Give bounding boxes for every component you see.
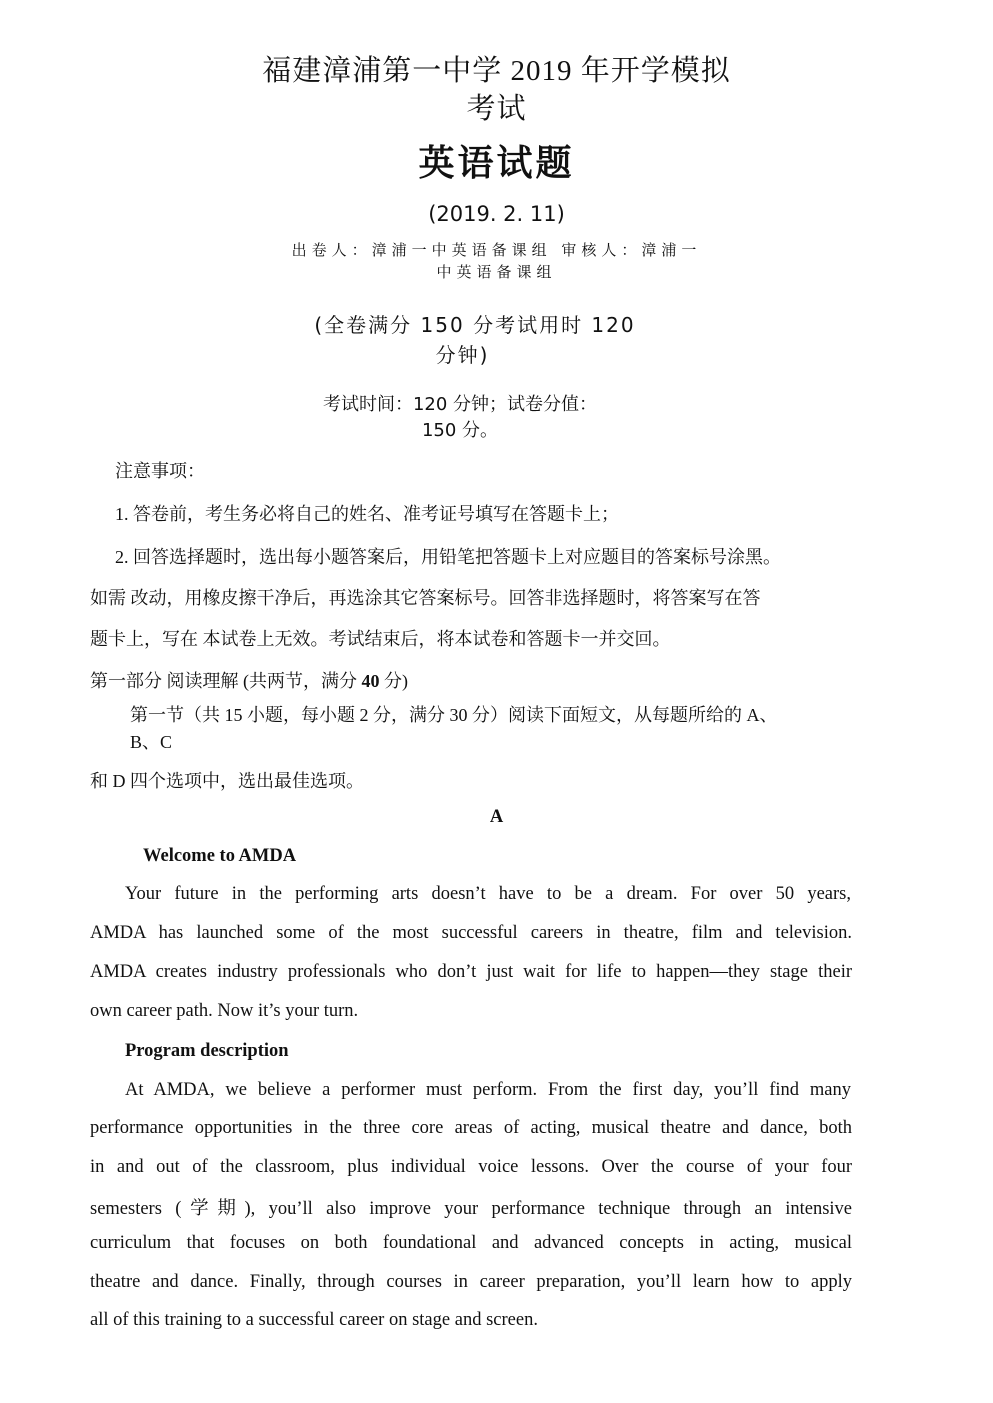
passage-p2-line: in and out of the classroom, plus individual voice lessons. Over the course of your four: [90, 1157, 852, 1177]
passage-p2-line: curriculum that focuses on both foundational and advanced concepts in acting, musical: [90, 1233, 852, 1253]
score-note-line2: 分钟): [435, 343, 490, 367]
authors-line1: 出卷人：漳浦一中英语备课组 审核人：漳浦一: [291, 241, 702, 259]
exam-info-line1: 考试时间：120 分钟；试卷分值：: [322, 394, 598, 415]
part1-heading-suffix: 分): [379, 671, 408, 691]
passage-p2-line: theatre and dance. Finally, through courses in career preparation, you’ll learn how to apply: [90, 1272, 852, 1292]
exam-info-line2: 150 分。: [421, 420, 499, 441]
passage-p1-line: own career path. Now it’s your turn.: [90, 1001, 359, 1021]
section1-instruction-line3: 和 D 四个选项中，选出最佳选项。: [90, 771, 364, 791]
exam-date: (2019. 2. 11): [428, 202, 565, 226]
section1-instruction-line1: 第一节（共 15 小题，每小题 2 分，满分 30 分）阅读下面短文，从每题所给的 A、: [130, 705, 778, 725]
notice-item-2-line1: 2. 回答选择题时，选出每小题答案后，用铅笔把答题卡上对应题目的答案标号涂黑。: [115, 547, 781, 567]
score-note-line1: (全卷满分 150 分考试用时 120: [314, 313, 636, 337]
notice-heading: 注意事项：: [115, 461, 205, 481]
exam-title-line1: 福建漳浦第一中学 2019 年开学模拟: [262, 55, 731, 87]
passage-label: [0, 807, 993, 828]
section1-instruction-line2: B、C: [130, 732, 173, 752]
notice-item-2-line2: 如需 改动，用橡皮擦干净后，再选涂其它答案标号。回答非选择题时，将答案写在答: [90, 588, 761, 608]
passage-title: [143, 846, 296, 867]
part1-heading: [90, 667, 408, 693]
passage-p1-line: AMDA has launched some of the most successful careers in theatre, film and television.: [90, 923, 852, 943]
notice-item-2-line3: 题卡上，写在 本试卷上无效。考试结束后，将本试卷和答题卡一并交回。: [90, 629, 671, 649]
passage-subheading: [125, 1041, 289, 1062]
exam-title-line2: 考试: [466, 93, 527, 125]
part1-heading-score: 40: [361, 671, 380, 691]
passage-p1-line: Your future in the performing arts doesn’t have to be a dream. For over 50 years,: [125, 884, 851, 904]
notice-item-1: 1. 答卷前，考生务必将自己的姓名、准考证号填写在答题卡上；: [115, 504, 619, 524]
passage-title-text: Welcome to AMDA: [143, 846, 297, 866]
passage-p2-line: all of this training to a successful career on stage and screen.: [90, 1310, 538, 1330]
authors-line2: 中英语备课组: [436, 263, 557, 281]
passage-p2-line: semesters (学期), you’ll also improve your performance technique through an intensive: [90, 1199, 852, 1219]
subject-title: 英语试题: [418, 143, 575, 184]
passage-p2-line: At AMDA, we believe a performer must perform. From the first day, you’ll find many: [125, 1080, 851, 1100]
passage-label-text: A: [489, 807, 504, 827]
passage-subheading-text: Program description: [125, 1041, 289, 1061]
part1-heading-prefix: 第一部分 阅读理解 (共两节，满分: [90, 671, 362, 691]
passage-p1-line: AMDA creates industry professionals who don’t just wait for life to happen—they stage their: [90, 962, 852, 982]
passage-p2-line: performance opportunities in the three core areas of acting, musical theatre and dance, both: [90, 1118, 852, 1138]
